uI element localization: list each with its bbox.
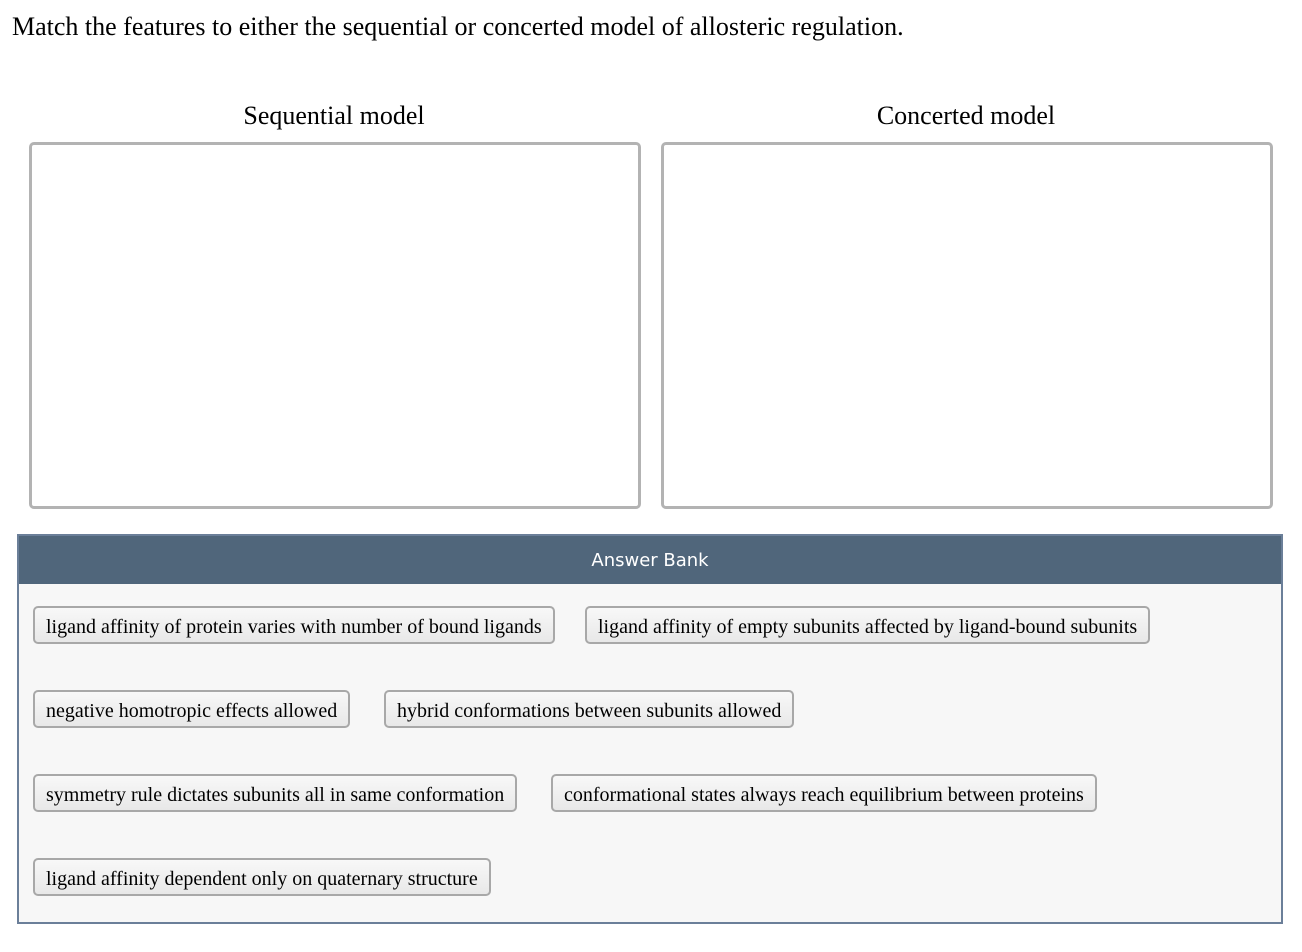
question-prompt: Match the features to either the sequential or concerted model of allosteric regulation. [12,12,904,41]
sequential-model-title: Sequential model [243,101,425,130]
answer-chip[interactable]: ligand affinity dependent only on quaternary structure [33,858,491,896]
concerted-model-title: Concerted model [876,101,1056,130]
answer-bank-header: Answer Bank [19,536,1281,584]
answer-chip[interactable]: negative homotropic effects allowed [33,690,350,728]
answer-chip[interactable]: ligand affinity of protein varies with number of bound ligands [33,606,555,644]
sequential-model-drop-zone[interactable] [29,142,641,509]
answer-bank [17,534,1283,924]
answer-chip[interactable]: hybrid conformations between subunits allowed [384,690,794,728]
concerted-model-drop-zone[interactable] [661,142,1273,509]
answer-chip[interactable]: conformational states always reach equilibrium between proteins [551,774,1097,812]
answer-chip[interactable]: ligand affinity of empty subunits affected by ligand-bound subunits [585,606,1150,644]
answer-chip[interactable]: symmetry rule dictates subunits all in same conformation [33,774,517,812]
